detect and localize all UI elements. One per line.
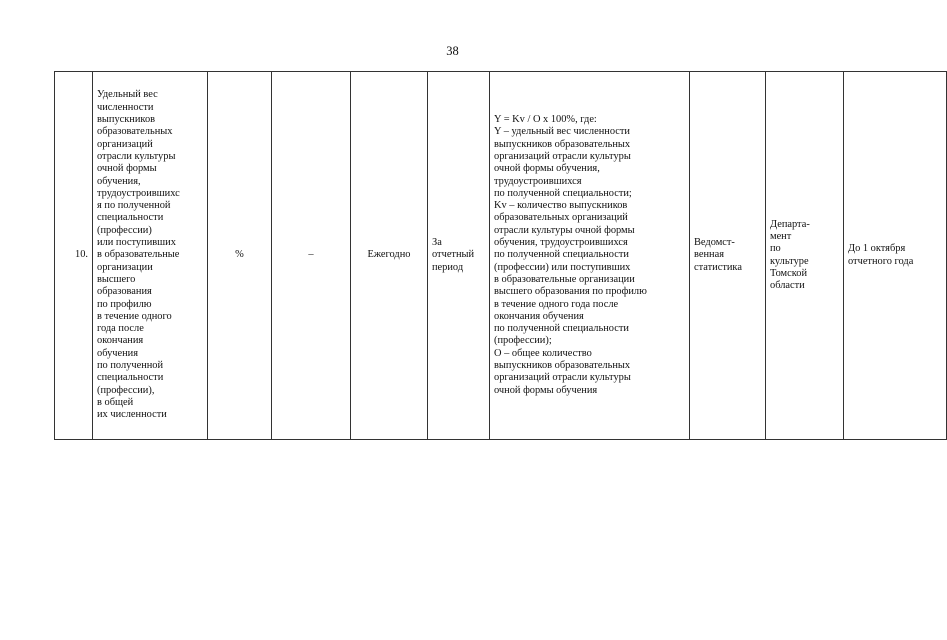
indicator-name-line: образования — [97, 286, 152, 298]
formula-line: организаций отрасли культуры — [494, 372, 631, 384]
indicator-name-line: трудоустроившихс — [97, 187, 180, 199]
period-line: период — [432, 261, 464, 273]
formula-cell — [490, 72, 690, 440]
formula-line: отрасли культуры очной формы — [494, 224, 635, 236]
frequency-cell — [351, 72, 428, 440]
indicator-name-line: в общей — [97, 396, 134, 408]
formula-line: обучения, трудоустроившихся — [494, 237, 628, 249]
formula-line: очной формы обучения — [494, 384, 598, 396]
responsible-line: Департа- — [770, 218, 810, 230]
indicator-name-line: обучения, — [97, 175, 141, 187]
indicator-name-cell — [93, 72, 208, 440]
formula-line: Y = Kv / O x 100%, где: — [494, 114, 597, 126]
formula-line: по полученной специальности — [494, 323, 629, 335]
period-cell — [428, 72, 490, 440]
indicator-name-line: высшего — [97, 273, 136, 285]
indicator-name-line: в образовательные — [97, 249, 180, 261]
unit-value: % — [235, 249, 244, 261]
period-line: отчетный — [432, 249, 475, 261]
source-line: статистика — [694, 261, 742, 273]
indicator-name-line: в течение одного — [97, 310, 172, 322]
indicator-name-line: я по полученной — [97, 200, 171, 212]
source-cell — [690, 72, 766, 440]
responsible-cell — [766, 72, 844, 440]
formula-line: организаций отрасли культуры — [494, 150, 631, 162]
indicator-name-line: (профессии), — [97, 384, 155, 396]
formula-block — [494, 114, 685, 397]
formula-line: в образовательные организации — [494, 273, 635, 285]
formula-line: образовательных организаций — [494, 212, 628, 224]
period-line: За — [432, 237, 442, 249]
formula-line: окончания обучения — [494, 310, 584, 322]
indicator-name-line: специальности — [97, 372, 164, 384]
base-value: – — [308, 249, 314, 261]
formula-line: трудоустроившихся — [494, 175, 582, 187]
indicator-name-line: их численности — [97, 409, 167, 421]
formula-line: по полученной специальности — [494, 249, 629, 261]
indicator-name-line: образовательных — [97, 126, 173, 138]
formula-line: (профессии) или поступивших — [494, 261, 631, 273]
indicator-name-line: Удельный вес — [97, 89, 158, 101]
formula-line: выпускников образовательных — [494, 138, 631, 150]
row-number: 10. — [75, 249, 88, 261]
formula-line: (профессии); — [494, 335, 552, 347]
indicator-name-line: обучения — [97, 347, 139, 359]
formula-line: высшего образования по профилю — [494, 286, 647, 298]
source-line: Ведомст- — [694, 237, 735, 249]
base-value-cell — [272, 72, 351, 440]
deadline-line: отчетного года — [848, 255, 914, 267]
row-number-cell — [55, 72, 93, 440]
deadline-cell — [844, 72, 947, 440]
indicator-name-line: (профессии) — [97, 224, 152, 236]
formula-line: по полученной специальности; — [494, 187, 632, 199]
frequency-value: Ежегодно — [367, 249, 411, 261]
indicator-name-line: по полученной — [97, 360, 164, 372]
source-line: венная — [694, 249, 724, 261]
indicator-name-line: численности — [97, 101, 154, 113]
indicator-name-line: очной формы — [97, 163, 157, 175]
responsible-line: мент — [770, 230, 792, 242]
responsible-line: по — [770, 243, 781, 255]
indicator-name-line: окончания — [97, 335, 144, 347]
responsible-line: Томской — [770, 267, 808, 279]
table-row — [55, 72, 947, 440]
indicator-table — [54, 71, 947, 440]
indicator-name-line: выпускников — [97, 114, 156, 126]
responsible-line: области — [770, 280, 805, 292]
formula-line: выпускников образовательных — [494, 360, 631, 372]
indicator-name-line: года после — [97, 323, 144, 335]
deadline-line: До 1 октября — [848, 243, 906, 255]
formula-line: очной формы обучения, — [494, 163, 600, 175]
formula-line: О – общее количество — [494, 347, 592, 359]
indicator-name-line: или поступивших — [97, 237, 176, 249]
formula-line: Y – удельный вес численности — [494, 126, 630, 138]
indicator-name-line: специальности — [97, 212, 164, 224]
unit-cell — [208, 72, 272, 440]
formula-line: в течение одного года после — [494, 298, 619, 310]
formula-line: Kv – количество выпускников — [494, 200, 628, 212]
indicator-name-line: организации — [97, 261, 153, 273]
responsible-line: культуре — [770, 255, 809, 267]
indicator-name-line: организаций — [97, 138, 153, 150]
indicator-name-line: по профилю — [97, 298, 152, 310]
page-number: 38 — [446, 44, 459, 58]
indicator-name-line: отрасли культуры — [97, 150, 176, 162]
